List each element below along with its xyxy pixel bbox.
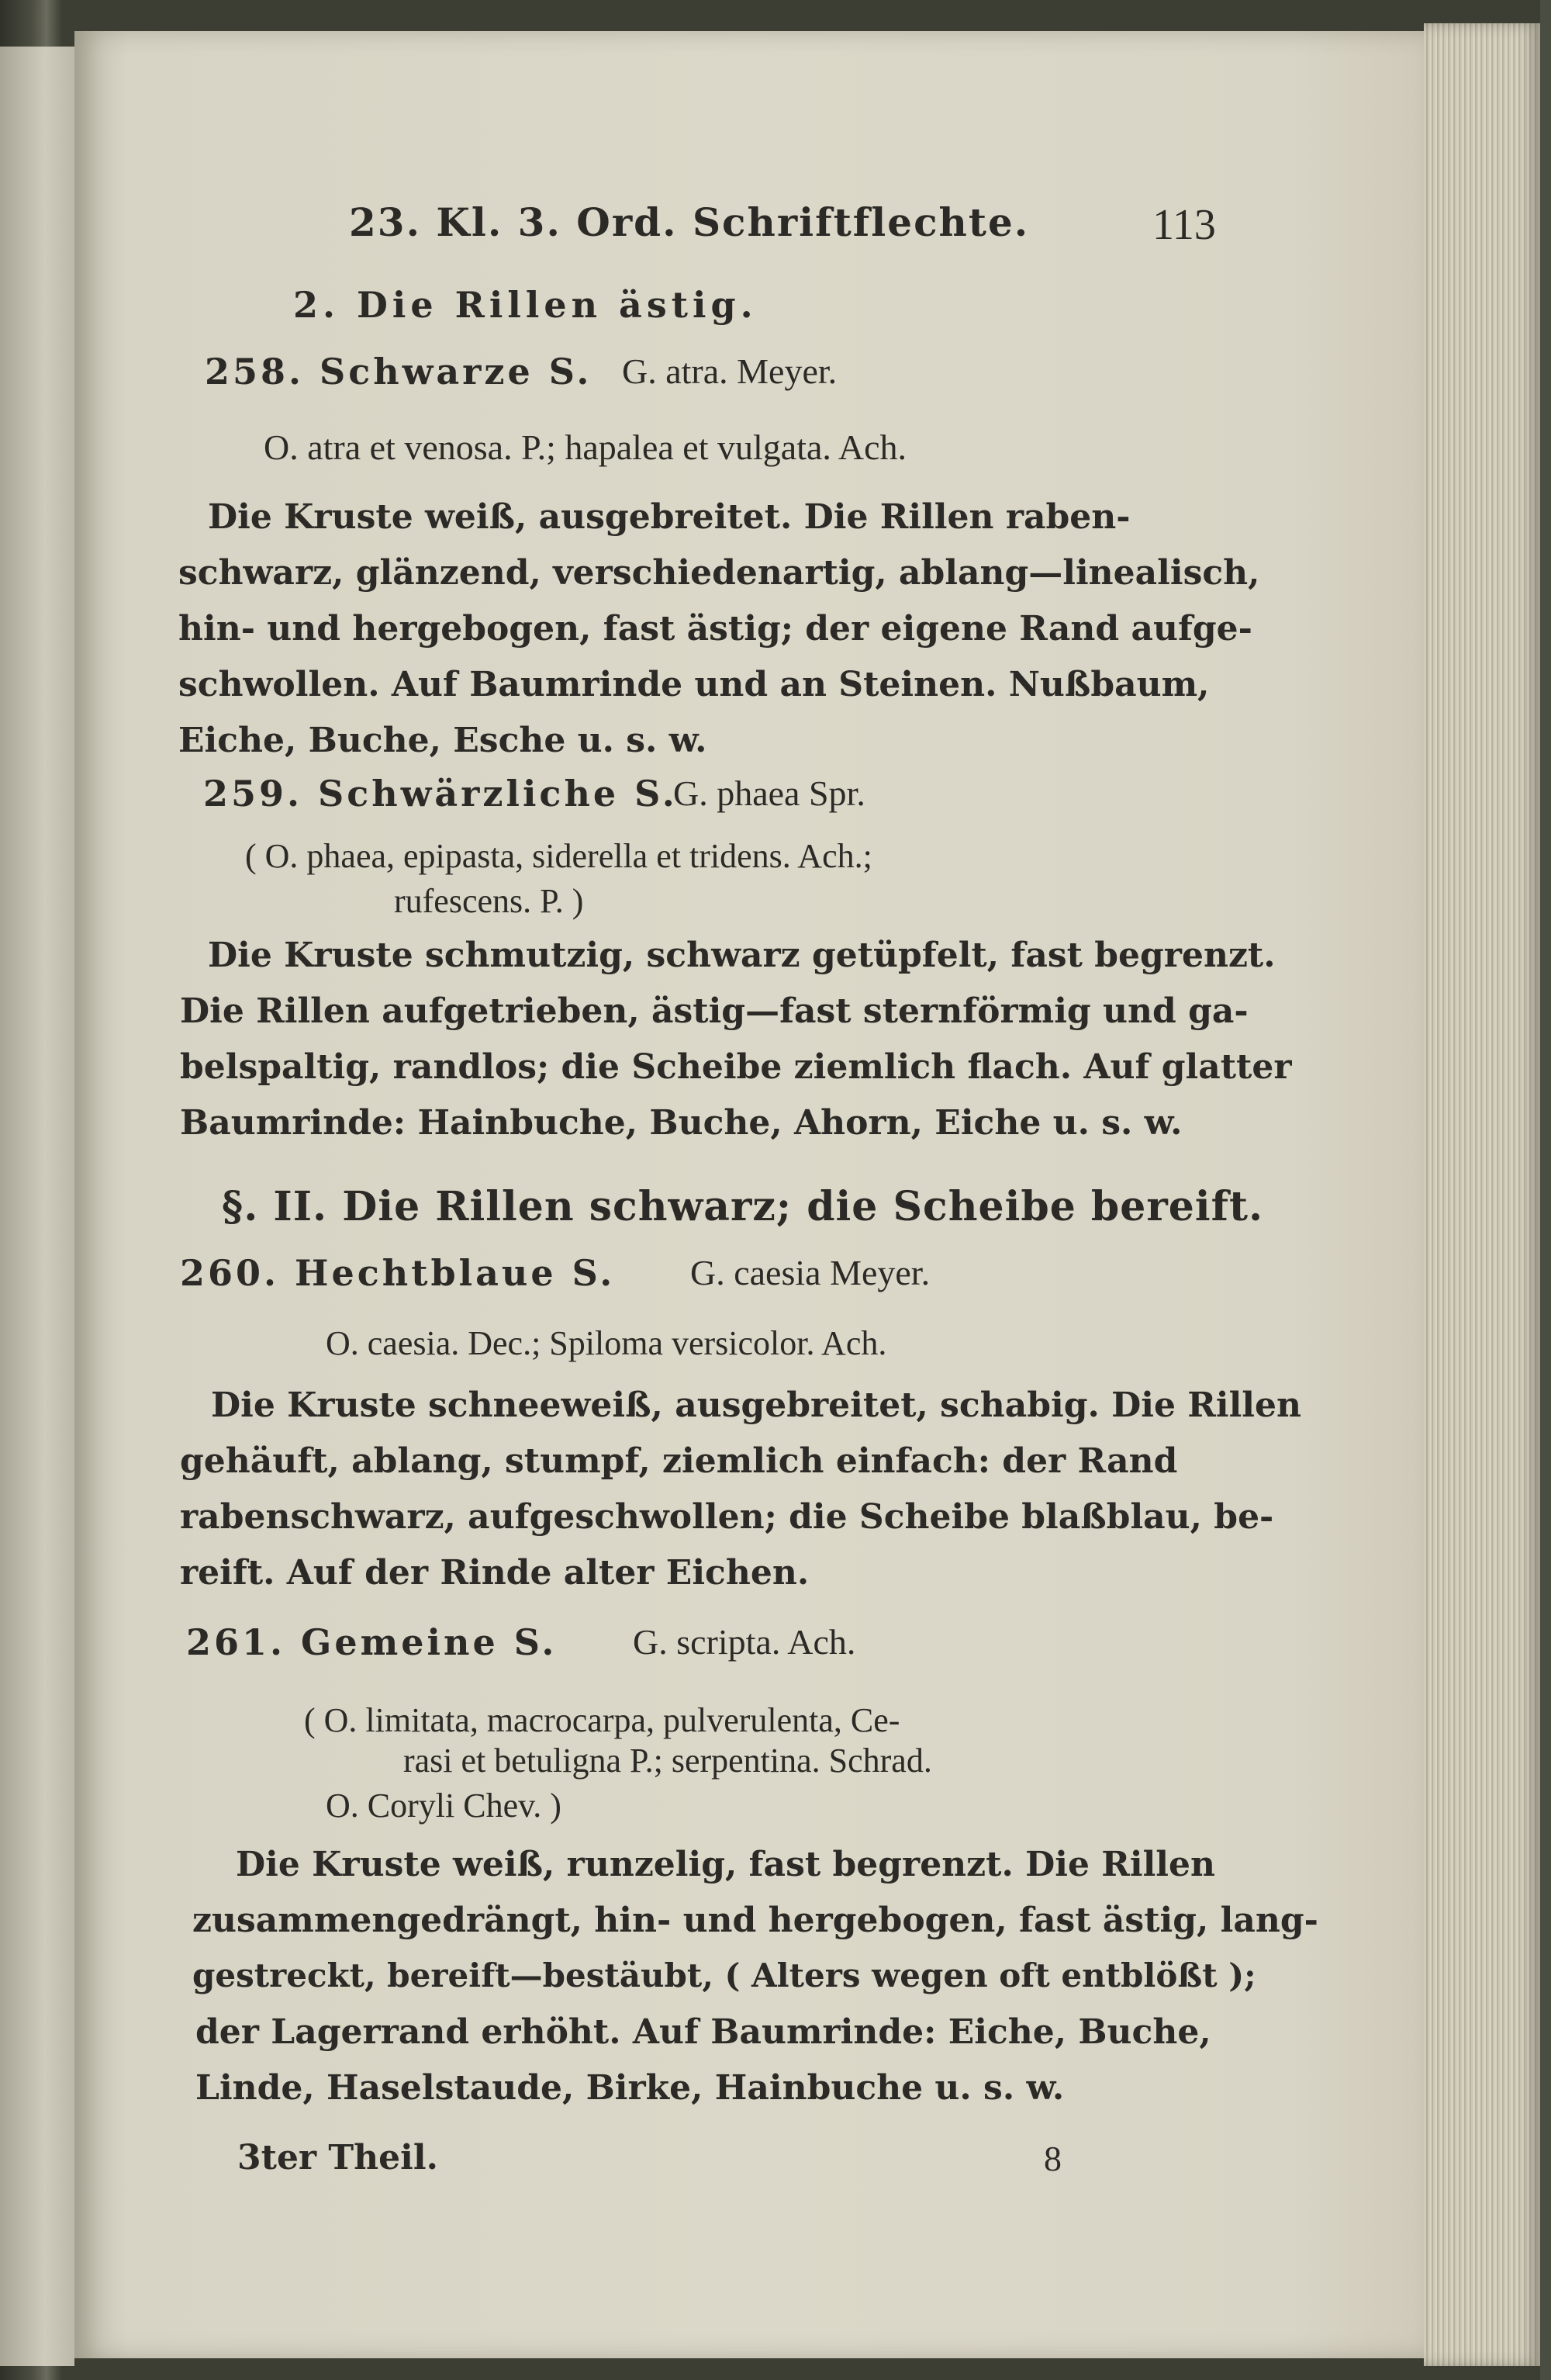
entry-258-body-line: Die Kruste weiß, ausgebreitet. Die Rillen raben-: [208, 497, 1131, 537]
entry-261-latin: G. scripta. Ach.: [633, 1622, 856, 1662]
entry-261-title: 261. Gemeine S.: [186, 1621, 558, 1663]
entry-258-latin: G. atra. Meyer.: [622, 351, 838, 391]
entry-261-body-line: Die Kruste weiß, runzelig, fast begrenzt. Die Rillen: [236, 1845, 1216, 1884]
entry-259-body-line: Die Kruste schmutzig, schwarz getüpfelt, fast begrenzt.: [208, 936, 1276, 975]
entry-258-body-line: schwarz, glänzend, verschiedenartig, ablang—linealisch,: [178, 553, 1260, 593]
entry-260-body-line: reift. Auf der Rinde alter Eichen.: [180, 1553, 810, 1593]
signature-mark: 8: [1044, 2139, 1062, 2178]
entry-258-body-line: Eiche, Buche, Esche u. s. w.: [178, 721, 707, 760]
entry-259-synonyms-line: rufescens. P. ): [394, 882, 584, 920]
entry-258-body-line: schwollen. Auf Baumrinde und an Steinen. Nußbaum,: [178, 665, 1210, 704]
page-edges: [1424, 23, 1540, 2366]
entry-261-synonyms-line: rasi et betuligna P.; serpentina. Schrad.: [403, 1742, 932, 1780]
entry-259-body-line: Baumrinde: Hainbuche, Buche, Ahorn, Eiche u. s. w.: [180, 1103, 1183, 1143]
running-head: 23. Kl. 3. Ord. Schriftflechte.: [349, 199, 1030, 245]
entry-259-synonyms-line: ( O. phaea, epipasta, siderella et tridens. Ach.;: [245, 837, 872, 875]
entry-260-synonyms: O. caesia. Dec.; Spiloma versicolor. Ach.: [326, 1324, 887, 1362]
entry-261-body-line: zusammengedrängt, hin- und hergebogen, fast ästig, lang-: [192, 1901, 1318, 1940]
entry-260-body-line: Die Kruste schneeweiß, ausgebreitet, schabig. Die Rillen: [211, 1385, 1301, 1425]
binding-edge: [1540, 0, 1551, 2380]
facing-page-edge: [0, 47, 74, 2366]
entry-259-title: 259. Schwärzliche S.: [203, 773, 678, 815]
entry-260-body-line: rabenschwarz, aufgeschwollen; die Scheibe blaßblau, be-: [180, 1497, 1274, 1537]
entry-261-body-line: Linde, Haselstaude, Birke, Hainbuche u. s. w.: [195, 2068, 1065, 2108]
entry-260-body-line: gehäuft, ablang, stumpf, ziemlich einfach: der Rand: [180, 1441, 1178, 1481]
entry-258-synonyms: O. atra et venosa. P.; hapalea et vulgata. Ach.: [264, 427, 907, 467]
subheading: 2. Die Rillen ästig.: [293, 284, 758, 326]
entry-259-body-line: belspaltig, randlos; die Scheibe ziemlich flach. Auf glatter: [180, 1047, 1292, 1087]
entry-261-body-line: gestreckt, bereift—bestäubt, ( Alters wegen oft entblößt );: [192, 1956, 1256, 1994]
entry-259-latin: G. phaea Spr.: [673, 773, 865, 813]
section-heading: §. II. Die Rillen schwarz; die Scheibe bereift.: [222, 1183, 1264, 1230]
entry-258-body-line: hin- und hergebogen, fast ästig; der eigene Rand aufge-: [178, 609, 1252, 649]
signature-label: 3ter Theil.: [237, 2138, 438, 2178]
entry-260-latin: G. caesia Meyer.: [690, 1253, 931, 1292]
entry-259-body-line: Die Rillen aufgetrieben, ästig—fast sternförmig und ga-: [180, 991, 1249, 1031]
entry-258-title: 258. Schwarze S.: [205, 351, 592, 393]
entry-261-body-line: der Lagerrand erhöht. Auf Baumrinde: Eiche, Buche,: [195, 2012, 1211, 2052]
entry-261-synonyms-line: O. Coryli Chev. ): [326, 1787, 561, 1825]
page-number: 113: [1152, 201, 1216, 249]
entry-261-synonyms-line: ( O. limitata, macrocarpa, pulverulenta, Ce-: [304, 1701, 900, 1739]
entry-260-title: 260. Hechtblaue S.: [180, 1252, 616, 1294]
